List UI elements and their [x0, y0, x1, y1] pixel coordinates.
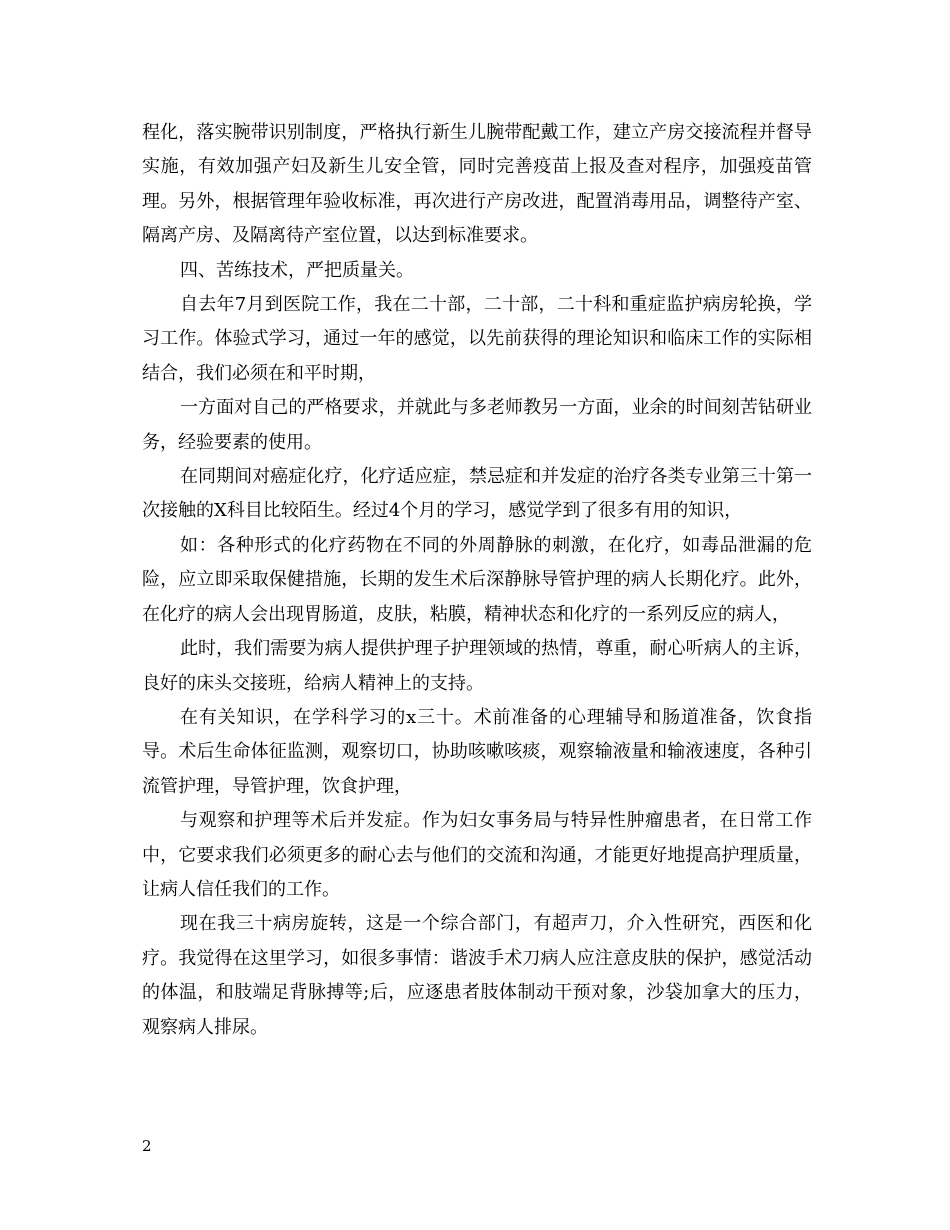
paragraph-3: 自去年7月到医院工作，我在二十部，二十部，二十科和重症监护病房轮换，学习工作。体验式学习，通过一年的感觉，以先前获得的理论知识和临床工作的实际相结合，我们必须在和平时期，: [142, 294, 812, 384]
page-number: 2: [142, 1137, 152, 1155]
paragraph-2: 四、苦练技术，严把质量关。: [180, 259, 414, 281]
paragraph-1: 程化，落实腕带识别制度，严格执行新生儿腕带配戴工作，建立产房交接流程并督导实施，有效加强产妇及新生儿安全管，同时完善疫苗上报及查对程序，加强疫苗管理。另外，根据管理年验收标准，再次进行产房改进，配置消毒用品，调整待产室、隔离产房、及隔离待产室位置，以达到标准要求。: [142, 122, 812, 247]
paragraph-4: 一方面对自己的严格要求，并就此与多老师教另一方面，业余的时间刻苦钻研业务，经验要素的使用。: [142, 397, 812, 453]
paragraph-10: 现在我三十病房旋转，这是一个综合部门，有超声刀，介入性研究，西医和化疗。我觉得在这里学习，如很多事情：谐波手术刀病人应注意皮肤的保护，感觉活动的体温，和肢端足背脉搏等;后，应逐患者肢体制动干预对象，沙袋加拿大的压力，观察病人排尿。: [142, 913, 812, 1038]
document-body: [142, 116, 812, 1045]
paragraph-6: 如：各种形式的化疗药物在不同的外周静脉的刺激，在化疗，如毒品泄漏的危险，应立即采取保健措施，长期的发生术后深静脉导管护理的病人长期化疗。此外，在化疗的病人会出现胃肠道，皮肤，粘膜，精神状态和化疗的一系列反应的病人，: [142, 534, 812, 625]
paragraph-5: 在同期间对癌症化疗，化疗适应症，禁忌症和并发症的治疗各类专业第三十第一次接触的X科目比较陌生。经过4个月的学习，感觉学到了很多有用的知识，: [142, 466, 812, 522]
paragraph-8: 在有关知识，在学科学习的x三十。术前准备的心理辅导和肠道准备，饮食指导。术后生命体征监测，观察切口，协助咳嗽咳痰，观察输液量和输液速度，各种引流管护理，导管护理，饮食护理，: [142, 706, 812, 797]
paragraph-9: 与观察和护理等术后并发症。作为妇女事务局与特异性肿瘤患者，在日常工作中，它要求我们必须更多的耐心去与他们的交流和沟通，才能更好地提高护理质量，让病人信任我们的工作。: [142, 810, 812, 900]
paragraph-7: 此时，我们需要为病人提供护理子护理领域的热情，尊重，耐心听病人的主诉，良好的床头交接班，给病人精神上的支持。: [142, 638, 812, 694]
